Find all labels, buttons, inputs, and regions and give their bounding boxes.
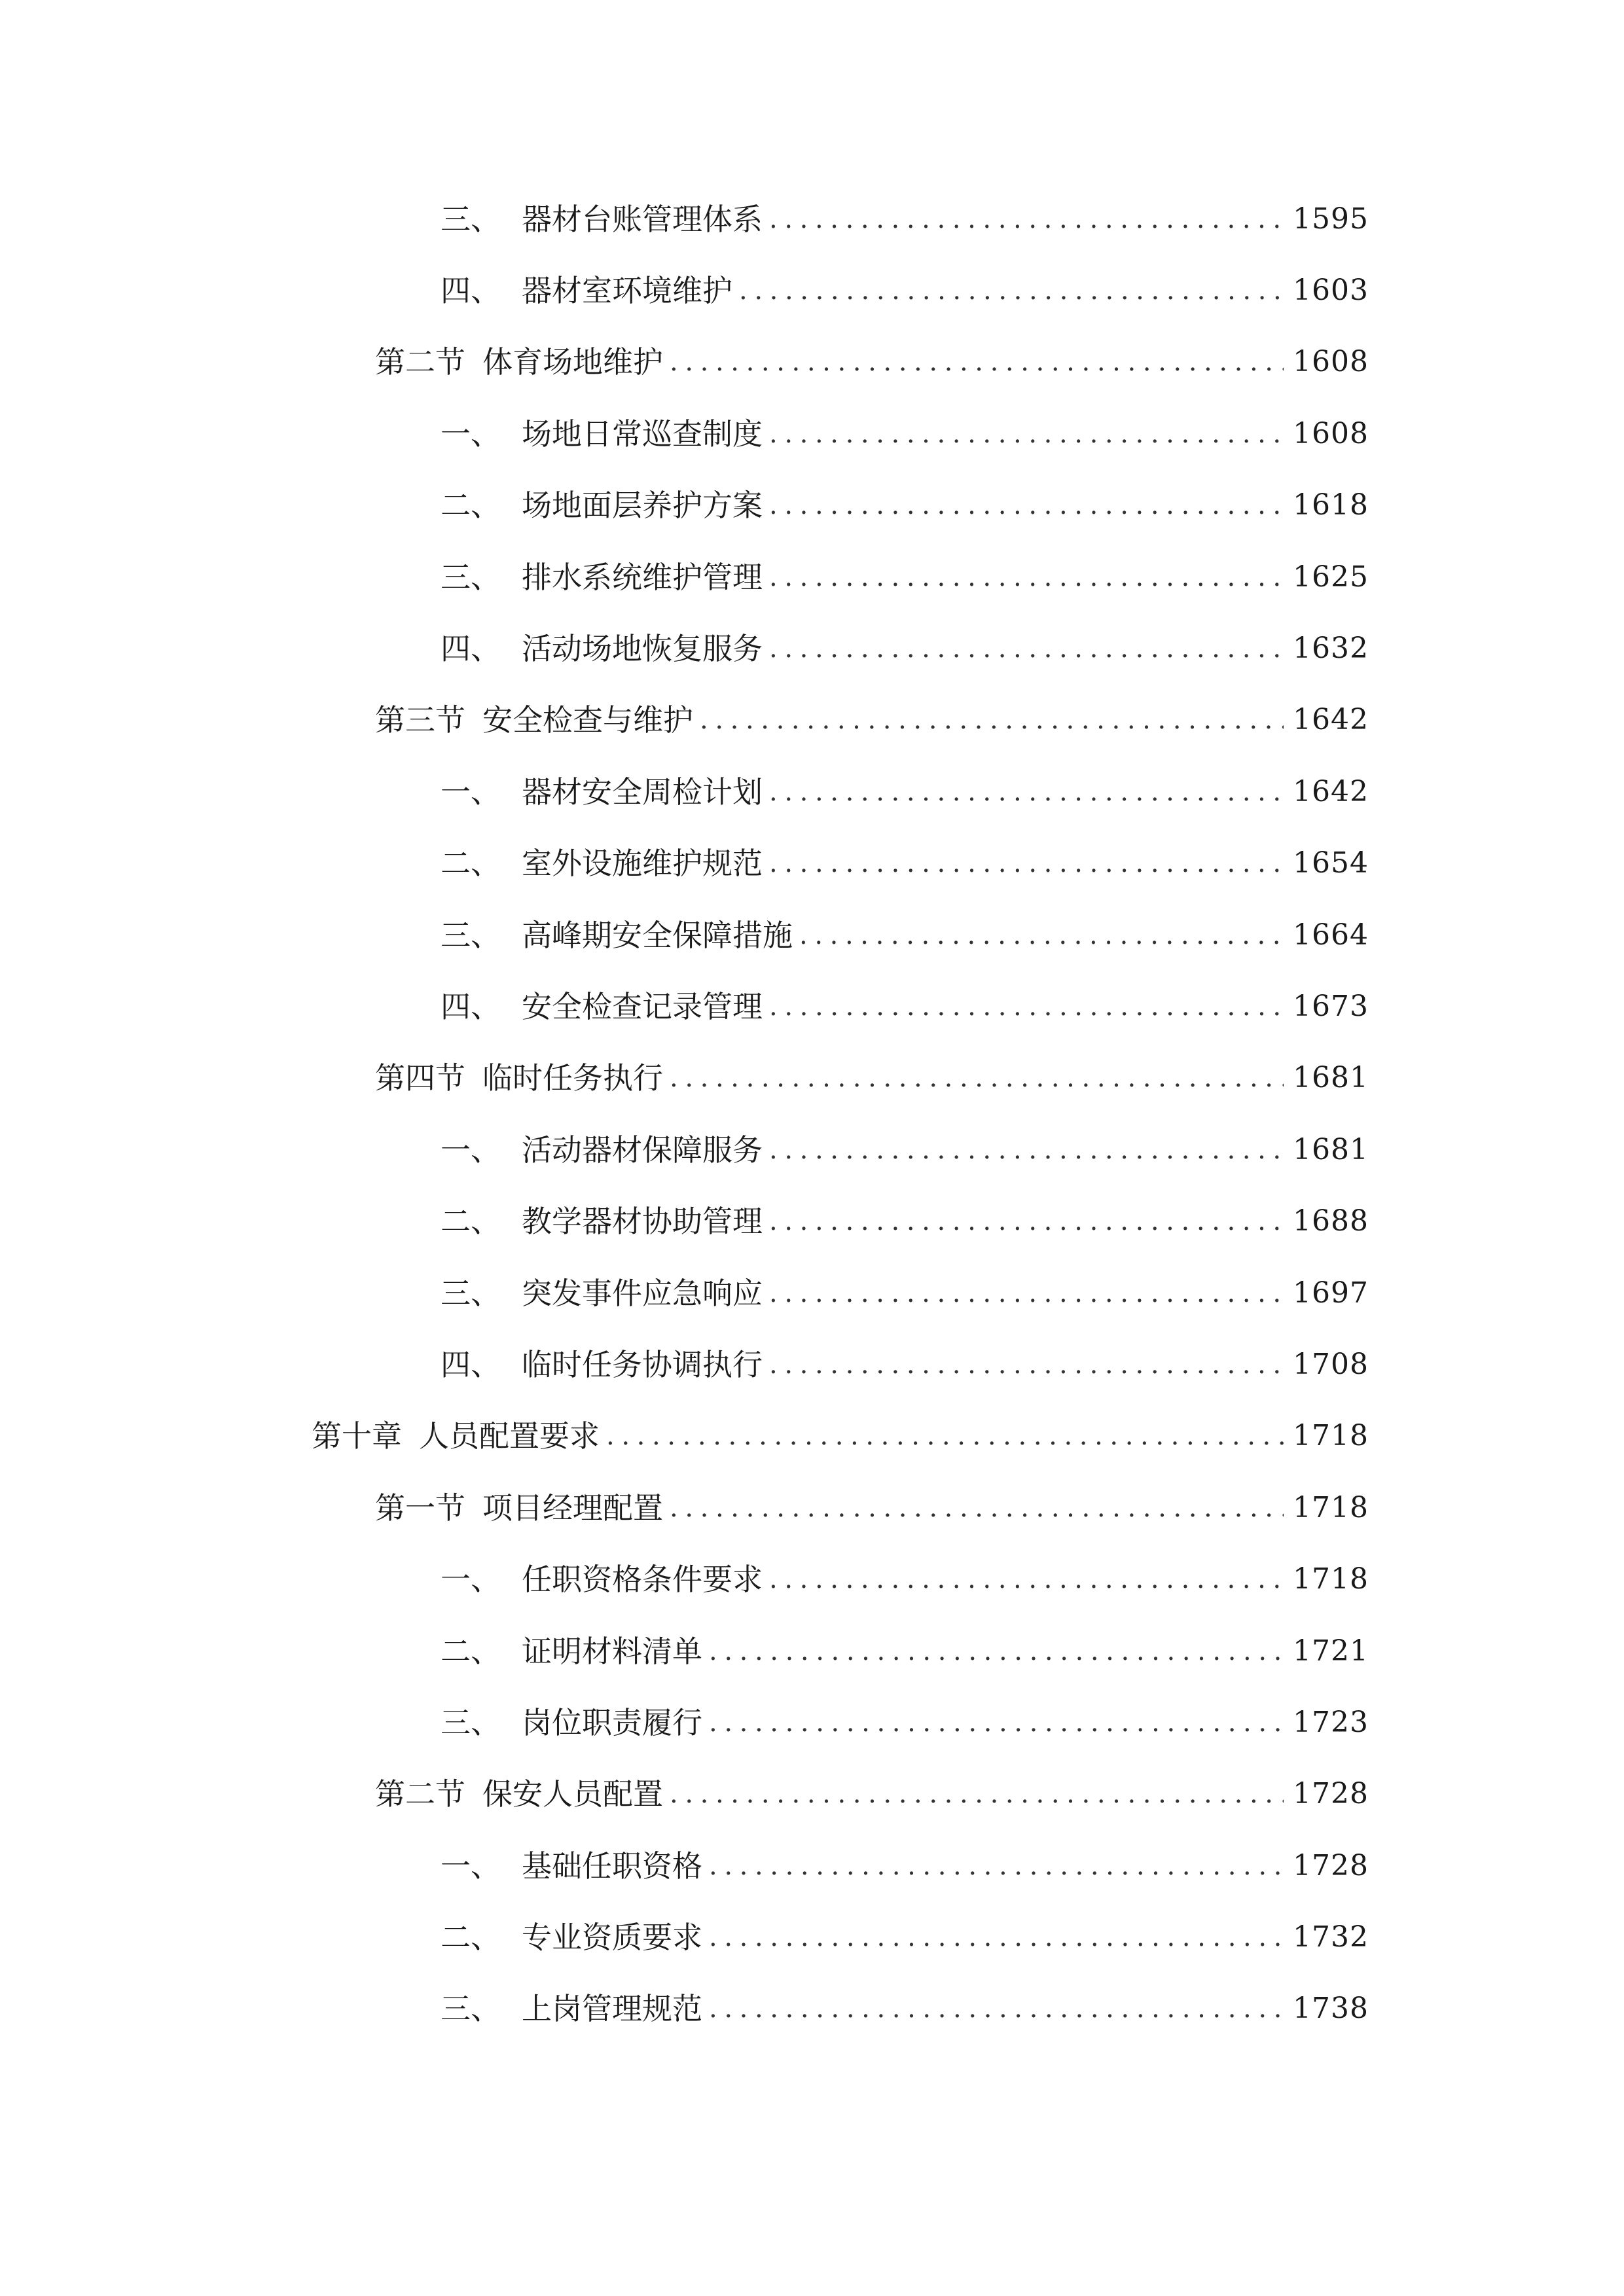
toc-entry-title: 高峰期安全保障措施 [522, 917, 793, 953]
toc-entry-page: 1681 [1293, 1132, 1369, 1166]
toc-entry-page: 1738 [1293, 1992, 1369, 2026]
toc-entry[interactable] [0, 1543, 1624, 1615]
toc-entry-title: 排水系统维护管理 [522, 559, 763, 595]
toc-entry-title: 活动器材保障服务 [522, 1132, 763, 1168]
toc-entry-number: 四、 [441, 1346, 501, 1382]
toc-section-entry[interactable] [0, 1472, 1624, 1543]
toc-entry[interactable] [0, 1114, 1624, 1185]
toc-entry-number: 二、 [441, 846, 501, 882]
toc-entry-page: 1718 [1293, 1419, 1369, 1453]
dot-leader [769, 850, 1284, 876]
toc-entry-number: 四、 [441, 273, 501, 309]
toc-entry-page: 1632 [1293, 632, 1369, 666]
toc-entry-number: 三、 [441, 201, 501, 237]
toc-entry-number: 三、 [441, 1275, 501, 1311]
toc-entry-page: 1603 [1293, 274, 1369, 308]
toc-entry-number: 三、 [441, 917, 501, 953]
toc-entry-number: 二、 [441, 1633, 501, 1669]
toc-entry-title: 场地面层养护方案 [522, 488, 763, 524]
dot-leader [709, 1638, 1284, 1664]
toc-entry-page: 1595 [1293, 202, 1369, 236]
dot-leader [670, 1495, 1284, 1521]
toc-entry[interactable] [0, 1185, 1624, 1257]
toc-entry-page: 1723 [1293, 1705, 1369, 1739]
toc-entry-title: 器材安全周检计划 [522, 774, 763, 810]
toc-section-title: 体育场地维护 [482, 344, 663, 380]
toc-entry-title: 器材室环境维护 [522, 273, 732, 309]
toc-entry[interactable] [0, 541, 1624, 613]
dot-leader [769, 564, 1284, 590]
toc-entry-page: 1664 [1293, 918, 1369, 952]
toc-section-title: 临时任务执行 [482, 1060, 663, 1096]
toc-entry-title: 任职资格条件要求 [522, 1562, 763, 1598]
dot-leader [606, 1423, 1284, 1449]
toc-entry-title: 突发事件应急响应 [522, 1275, 763, 1311]
toc-entry-page: 1642 [1293, 703, 1369, 737]
toc-entry-number: 二、 [441, 488, 501, 524]
toc-entry[interactable] [0, 756, 1624, 827]
dot-leader [769, 1352, 1284, 1378]
toc-entry-page: 1642 [1293, 774, 1369, 808]
toc-entry[interactable] [0, 255, 1624, 326]
toc-entry[interactable] [0, 470, 1624, 541]
toc-entry-page: 1721 [1293, 1634, 1369, 1668]
dot-leader [670, 1781, 1284, 1807]
dot-leader [769, 1208, 1284, 1234]
toc-entry-page: 1708 [1293, 1347, 1369, 1381]
toc-entry-page: 1625 [1293, 560, 1369, 594]
toc-chapter-entry[interactable] [0, 1401, 1624, 1472]
toc-chapter-number: 第十章 [312, 1418, 402, 1454]
toc-section-number: 第二节 [375, 1776, 465, 1812]
dot-leader [769, 206, 1284, 232]
toc-entry-title: 教学器材协助管理 [522, 1204, 763, 1240]
toc-entry-number: 一、 [441, 1132, 501, 1168]
toc-entry-page: 1697 [1293, 1276, 1369, 1310]
toc-section-number: 第二节 [375, 344, 465, 380]
toc-entry-number: 一、 [441, 1848, 501, 1884]
dot-leader [769, 1566, 1284, 1592]
toc-section-entry[interactable] [0, 1759, 1624, 1830]
dot-leader [739, 278, 1284, 304]
toc-section-title: 项目经理配置 [482, 1490, 663, 1526]
toc-entry[interactable] [0, 183, 1624, 255]
toc-section-title: 保安人员配置 [482, 1776, 663, 1812]
toc-section-number: 第三节 [375, 702, 465, 738]
toc-chapter-title: 人员配置要求 [419, 1418, 600, 1454]
toc-entry-number: 三、 [441, 1991, 501, 2027]
toc-entry-number: 二、 [441, 1920, 501, 1956]
dot-leader [670, 349, 1284, 375]
toc-entry-page: 1728 [1293, 1848, 1369, 1882]
dot-leader [709, 1853, 1284, 1879]
toc-section-number: 第一节 [375, 1490, 465, 1526]
toc-entry-page: 1654 [1293, 846, 1369, 880]
toc-section-entry[interactable] [0, 1043, 1624, 1114]
toc-entry-page: 1618 [1293, 488, 1369, 522]
toc-entry[interactable] [0, 1687, 1624, 1758]
toc-entry-title: 活动场地恢复服务 [522, 631, 763, 667]
toc-entry[interactable] [0, 1257, 1624, 1329]
toc-entry-number: 一、 [441, 774, 501, 810]
dot-leader [769, 421, 1284, 447]
dot-leader [769, 636, 1284, 662]
dot-leader [799, 922, 1284, 948]
toc-section-title: 安全检查与维护 [482, 702, 693, 738]
dot-leader [769, 1137, 1284, 1163]
toc-entry-title: 专业资质要求 [522, 1920, 702, 1956]
toc-entry-title: 岗位职责履行 [522, 1704, 702, 1740]
toc-entry-page: 1732 [1293, 1920, 1369, 1954]
dot-leader [769, 1280, 1284, 1306]
toc-entry[interactable] [0, 899, 1624, 971]
toc-entry[interactable] [0, 1901, 1624, 1973]
dot-leader [700, 707, 1284, 733]
toc-entry[interactable] [0, 1329, 1624, 1400]
toc-entry-title: 器材台账管理体系 [522, 201, 763, 237]
dot-leader [769, 994, 1284, 1020]
toc-entry-number: 四、 [441, 631, 501, 667]
toc-entry-title: 基础任职资格 [522, 1848, 702, 1884]
toc-section-entry[interactable] [0, 685, 1624, 756]
toc-section-number: 第四节 [375, 1060, 465, 1096]
toc-entry-number: 三、 [441, 559, 501, 595]
dot-leader [709, 1924, 1284, 1950]
toc-entry-page: 1608 [1293, 345, 1369, 379]
toc-entry-page: 1718 [1293, 1562, 1369, 1596]
toc-entry[interactable] [0, 398, 1624, 469]
toc-entry-page: 1728 [1293, 1777, 1369, 1811]
toc-entry-number: 四、 [441, 988, 501, 1024]
toc-entry-page: 1608 [1293, 416, 1369, 450]
dot-leader [709, 1996, 1284, 2022]
toc-entry-title: 证明材料清单 [522, 1633, 702, 1669]
toc-entry-number: 二、 [441, 1204, 501, 1240]
toc-entry[interactable] [0, 971, 1624, 1042]
toc-entry[interactable] [0, 828, 1624, 899]
toc-entry-title: 安全检查记录管理 [522, 988, 763, 1024]
toc-entry[interactable] [0, 1615, 1624, 1687]
dot-leader [769, 779, 1284, 805]
toc-entry-page: 1718 [1293, 1490, 1369, 1524]
toc-section-entry[interactable] [0, 327, 1624, 398]
toc-entry[interactable] [0, 1830, 1624, 1901]
toc-entry-number: 一、 [441, 1562, 501, 1598]
toc-entry-page: 1681 [1293, 1061, 1369, 1095]
toc-entry-page: 1688 [1293, 1204, 1369, 1238]
toc-entry-title: 室外设施维护规范 [522, 846, 763, 882]
toc-entry[interactable] [0, 613, 1624, 684]
dot-leader [769, 492, 1284, 518]
toc-entry-title: 临时任务协调执行 [522, 1346, 763, 1382]
toc-entry-page: 1673 [1293, 989, 1369, 1023]
dot-leader [670, 1065, 1284, 1091]
toc-entry-number: 一、 [441, 416, 501, 452]
toc-entry-number: 三、 [441, 1704, 501, 1740]
dot-leader [709, 1710, 1284, 1736]
table-of-contents [0, 183, 1624, 2045]
toc-entry-title: 上岗管理规范 [522, 1991, 702, 2027]
toc-entry-title: 场地日常巡查制度 [522, 416, 763, 452]
toc-entry[interactable] [0, 1973, 1624, 2045]
